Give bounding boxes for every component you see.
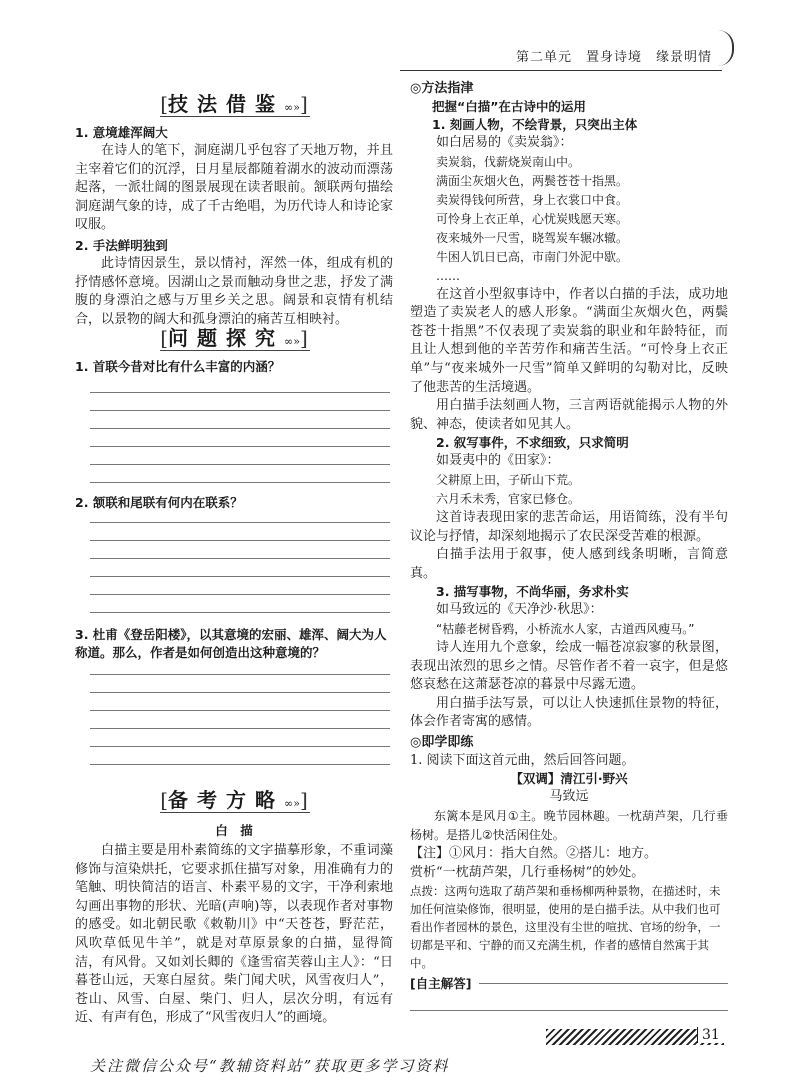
method-3-analysis: 诗人连用九个意象，绘成一幅苍凉寂寥的秋景图，表现出浓烈的思乡之情。尽管作者不着一哀字，但是悠悠哀愁在这萧瑟苍凉的暮景中尽露无遗。 [410, 639, 728, 693]
method-1-analysis: 在这首小型叙事诗中，作者以白描的手法，成功地塑造了卖炭老人的感人形象。“满面尘灰烟火色，两鬓苍苍十指黑”不仅表现了卖炭翁的职业和年龄特征，而且让人想到他的辛苦劳作和痛苦生活。“可怜身上衣正单”与“夜来城外一尺雪”简单又鲜明的勾勒对比，反映了他悲苦的生活境遇。 [410, 286, 728, 395]
method-subtitle: 把握“白描”在古诗中的运用 [432, 99, 586, 114]
answer-lines-1[interactable] [90, 382, 390, 483]
answer-lines-2[interactable] [90, 512, 390, 613]
title-underline [160, 812, 310, 813]
answer-line[interactable] [479, 983, 728, 984]
section-title-strategy: [备考方略∞»] [160, 788, 308, 812]
method-1-intro: 如白居易的《卖炭翁》： [436, 135, 573, 150]
method-2-analysis: 这首诗表现田家的悲苦命运，用语简练，没有半句议论与抒情，却深刻地揭示了农民深受苦难的根源。 [410, 509, 728, 544]
section-questions [75, 322, 393, 351]
method-3-heading: 3. 描写事物，不尚华丽，务求朴实 [436, 584, 629, 600]
poem-line: 夜来城外一尺雪，晓驾炭车辗冰辙。 [436, 230, 629, 245]
technique-text-2: 此诗情因景生，景以情衬，浑然一体，组成有机的抒情感怀意境。因湖山之景而触动身世之悲，抒发了满腹的身漂泊之感与万里乡关之思。阔景和哀情有机结合，以景物的阔大和孤身漂泊的痛苦互相映衬。 [75, 255, 393, 327]
poem-line: 牛困人饥日已高，市南门外泥中歇。 [436, 249, 629, 264]
page-number: 31 [697, 1027, 724, 1043]
method-1-summary: 用白描手法刻画人物，三言两语就能揭示人物的外貌、神态，使读者如见其人。 [410, 398, 728, 432]
technique-text-1: 在诗人的笔下，洞庭湖几乎包容了天地万物，并且主宰着它们的沉浮，日月星辰都随着湖水的波动而漂荡起落，一派壮阔的图景展现在读者眼前。颔联两句描绘洞庭湖气象的诗，成了千古绝唱，为历代诗人和诗论家叹服。 [75, 143, 393, 233]
self-answer-row [410, 974, 728, 992]
footer-promo-note: 关注微信公众号“教辅资料站”获取更多学习资料 [90, 1057, 450, 1075]
practice-title: ◎即学即练 [410, 734, 474, 750]
section-title-techniques: [技法借鉴∞»] [160, 92, 308, 116]
poem-tian-jing-sha: “枯藤老树昏鸦，小桥流水人家，古道西风瘦马。” [436, 621, 695, 636]
method-title: ◎方法指津 [410, 81, 474, 96]
practice-question: 1. 阅读下面这首元曲，然后回答问题。 [410, 752, 635, 768]
method-section [410, 80, 728, 1011]
poem-mai-tan-weng [410, 153, 728, 286]
analysis-task: 赏析“一枕葫芦架，几行垂杨树”的妙处。 [410, 864, 645, 880]
poem-line: 满面尘灰烟火色，两鬓苍苍十指黑。 [436, 173, 629, 188]
self-answer-label: [自主解答] [410, 976, 472, 992]
question-2: 2. 颔联和尾联有何内在联系？ [75, 495, 243, 510]
method-3-summary: 用白描手法写景，可以让人快速抓住景物的特征，体会作者寄寓的感情。 [410, 695, 728, 730]
hint-text: 点拨：这两句选取了葫芦架和垂杨柳两种景物，在描述时，未加任何渲染修饰，很明显，使用的是白描手法。从中我们也可看出作者园林的景色，这里没有尘世的喧扰、官场的纷争，一切都是平和、宁静的而又充满生机，作者的感情自然寓于其中。 [410, 884, 721, 971]
question-3: 3. 杜甫《登岳阳楼》，以其意境的宏丽、雄浑、阔大为人称道。那么，作者是如何创造出这种意境的？ [75, 627, 387, 660]
poem-line: 卖炭翁，伐薪烧炭南山中。 [436, 154, 581, 169]
method-1-heading: 1. 刻画人物，不绘背景，只突出主体 [432, 117, 638, 132]
qu-note: 【注】①风月：指大自然。②搭儿：地方。 [410, 846, 658, 862]
poem-line: …… [436, 268, 460, 283]
poem-line: 父耕原上田，子斫山下荒。 [436, 472, 581, 487]
section-title-questions: [问题探究∞»] [160, 326, 308, 350]
strategy-text-block [75, 842, 393, 1028]
section-techniques [75, 88, 393, 117]
technique-heading-2: 2. 手法鲜明独到 [75, 237, 168, 253]
poem-line: 卖炭得钱何所营，身上衣裳口中食。 [436, 192, 629, 207]
method-2-intro: 如聂夷中的《田家》： [436, 453, 560, 469]
poem-tian-jia [410, 471, 728, 509]
header-rule [400, 70, 722, 71]
techniques-content [75, 124, 393, 329]
technique-heading-1: 1. 意境雄浑阔大 [75, 125, 168, 140]
header-arc-ornament [718, 30, 734, 66]
section-strategy [75, 784, 393, 813]
qu-text: 东篱本是风月①主。晚节园林趣。一枕葫芦架，几行垂杨树。是搭儿②快活闲住处。 [410, 809, 728, 843]
method-3-intro: 如马致远的《天净沙·秋思》： [436, 602, 603, 618]
unit-header: 第二单元 置身诗境 缘景明情 [515, 50, 712, 65]
poem-line: 可怜身上衣正单，心忧炭贱愿天寒。 [436, 211, 629, 226]
strategy-text: 白描主要是用朴素简练的文字描摹形象，不重词藻修饰与渲染烘托，它要求抓住描写对象，用准确有力的笔触、明快简洁的语言、朴素平易的文字，干净利索地勾画出事物的形状、光暗(声响)等，以表现作者对事物的感受。如北朝民歌《敕勒川》中“天苍苍，野茫茫，风吹草低见牛羊”，就是对草原景象的白描，显得简洁，有风骨。又如刘长卿的《逢雪宿芙蓉山主人》：“日暮苍山远，天寒白屋贫。柴门闻犬吠，风雪夜归人”，苍山、风雪、白屋、柴门、归人，层次分明，有远有近、有声有色，形成了“风雪夜归人”的画境。 [75, 843, 393, 1026]
qu-title: 【双调】清江引·野兴 [510, 771, 628, 787]
qu-author: 马致远 [549, 789, 589, 805]
answer-lines-3[interactable] [90, 664, 390, 765]
title-underline [160, 116, 310, 117]
method-2-heading: 2. 叙写事件，不求细致，只求简明 [436, 435, 629, 451]
answer-line[interactable] [410, 1010, 728, 1011]
strategy-subtitle: 白 描 [215, 823, 253, 838]
method-2-summary: 白描手法用于叙事，使人感到线条明晰，言简意真。 [410, 547, 728, 581]
title-underline [160, 350, 310, 351]
poem-line: 六月禾未秀，官家已修仓。 [436, 491, 581, 506]
question-1: 1. 首联今昔对比有什么丰富的内涵？ [75, 359, 281, 374]
